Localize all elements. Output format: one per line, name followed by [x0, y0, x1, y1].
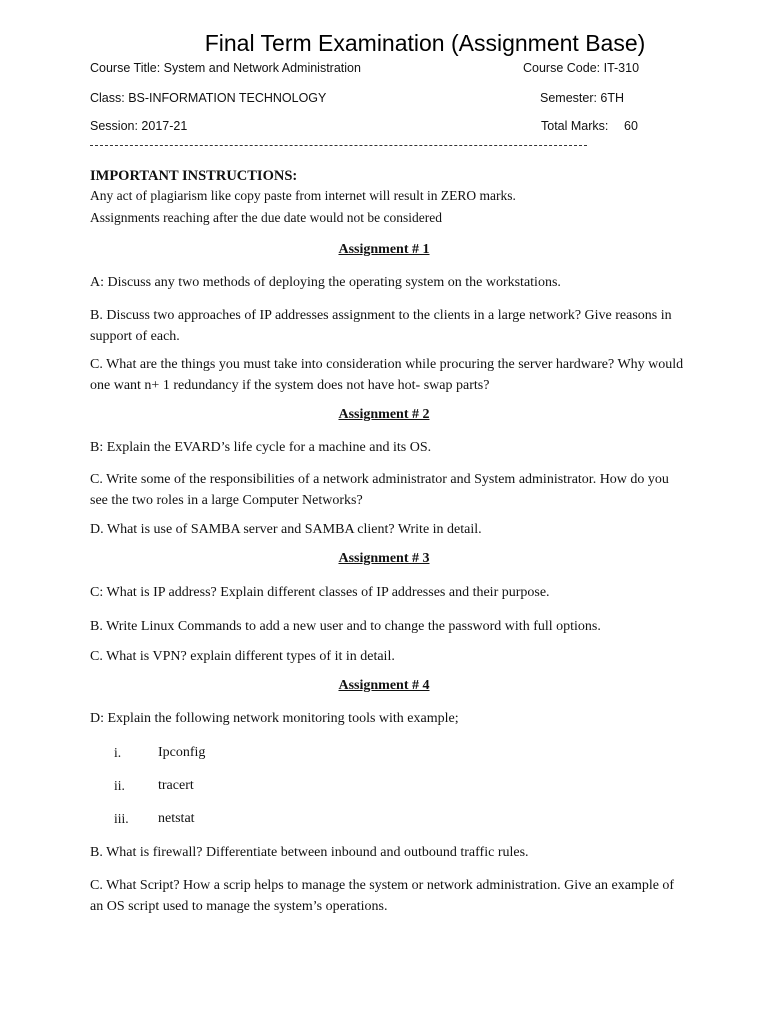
question: B: Explain the EVARD’s life cycle for a machine and its OS. [90, 440, 432, 455]
assignment-heading: Assignment # 2 [338, 407, 430, 422]
page-title: Final Term Examination (Assignment Base) [204, 30, 646, 56]
instruction-line: Assignments reaching after the due date would not be considered [90, 210, 443, 225]
instructions-heading: IMPORTANT INSTRUCTIONS: [90, 168, 298, 184]
tool-list-item: netstat [158, 811, 195, 826]
question: D: Explain the following network monitoring tools with example; [90, 711, 459, 726]
assignment-heading: Assignment # 4 [338, 678, 430, 693]
tool-list-number: ii. [114, 778, 125, 793]
class-label: Class: BS-INFORMATION TECHNOLOGY [90, 91, 327, 105]
assignment-heading: Assignment # 3 [338, 551, 430, 566]
question: B. Write Linux Commands to add a new user and to change the password with full options. [90, 619, 601, 634]
instruction-line: Any act of plagiarism like copy paste from internet will result in ZERO marks. [90, 188, 516, 203]
assignment-heading: Assignment # 1 [338, 242, 430, 257]
question: C. What are the things you must take into consideration while procuring the server hardware? Why would one want n+ 1 redundancy if the system does not have hot- swap parts? [90, 357, 684, 393]
tool-list-item: tracert [158, 778, 194, 793]
question: C. What is VPN? explain different types of it in detail. [90, 649, 395, 664]
course-code: Course Code: IT-310 [523, 61, 640, 75]
question: A: Discuss any two methods of deploying the operating system on the workstations. [90, 275, 561, 290]
tool-list-item: Ipconfig [158, 745, 206, 760]
question: B. What is firewall? Differentiate between inbound and outbound traffic rules. [90, 845, 529, 860]
question: D. What is use of SAMBA server and SAMBA client? Write in detail. [90, 522, 482, 537]
question: C: What is IP address? Explain different classes of IP addresses and their purpose. [90, 585, 550, 600]
tool-list-number: i. [114, 745, 122, 760]
tool-list-number: iii. [114, 811, 129, 826]
session-label: Session: 2017-21 [90, 119, 188, 133]
course-title: Course Title: System and Network Administration [90, 61, 361, 75]
question: C. Write some of the responsibilities of a network administrator and System administrator. How do you see the two roles in a large Computer Networks? [90, 472, 669, 508]
semester-label: Semester: 6TH [540, 91, 625, 105]
total-marks-value: 60 [624, 119, 638, 133]
question: B. Discuss two approaches of IP addresses assignment to the clients in a large network? Give reasons in support of each. [90, 308, 672, 344]
question: C. What Script? How a scrip helps to manage the system or network administration. Give an example of an OS script used to manage the system’s operations. [90, 878, 675, 914]
dashed-divider [90, 145, 587, 146]
total-marks-label: Total Marks: [541, 119, 609, 133]
